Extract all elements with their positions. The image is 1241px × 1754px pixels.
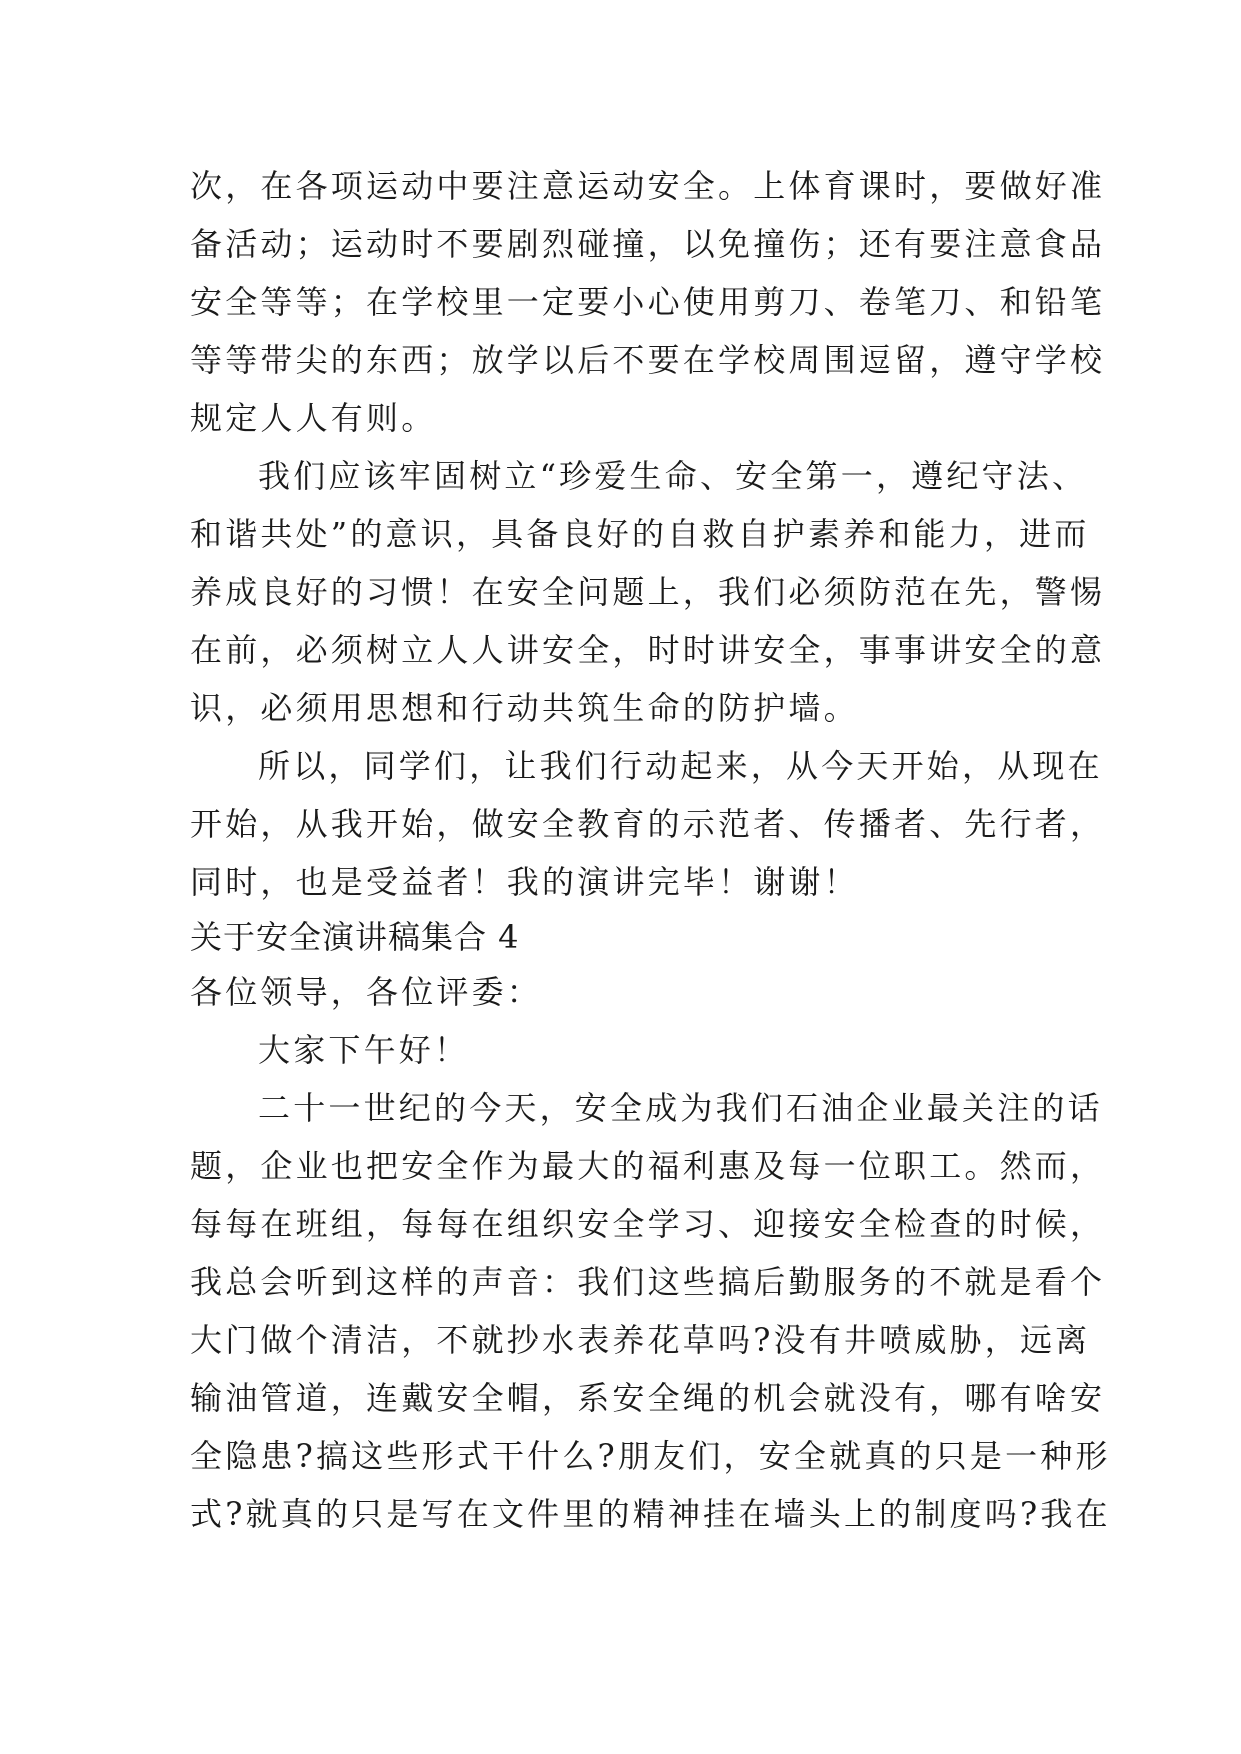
paragraph-start-line: 我们应该牢固树立“珍爱生命、安全第一，遵纪守法、 (258, 457, 1088, 495)
greeting-line: 大家下午好！ (258, 1031, 470, 1069)
body-text-line: 规定人人有则。 (190, 399, 437, 437)
paragraph-start-line: 二十一世纪的今天，安全成为我们石油企业最关注的话 (258, 1089, 1103, 1127)
body-text-line: 安全等等；在学校里一定要小心使用剪刀、卷笔刀、和铅笔 (190, 283, 1106, 321)
body-text-line: 次，在各项运动中要注意运动安全。上体育课时，要做好准 (190, 167, 1106, 205)
body-text-line: 养成良好的习惯！在安全问题上，我们必须防范在先，警惕 (190, 573, 1106, 611)
body-text-line: 和谐共处”的意识，具备良好的自救自护素养和能力，进而 (190, 515, 1090, 553)
salutation-line: 各位领导，各位评委： (190, 973, 543, 1011)
body-text-line: 式?就真的只是写在文件里的精神挂在墙头上的制度吗?我在 (190, 1495, 1111, 1533)
body-text-line: 我总会听到这样的声音：我们这些搞后勤服务的不就是看个 (190, 1263, 1106, 1301)
paragraph-start-line: 所以，同学们，让我们行动起来，从今天开始，从现在 (258, 747, 1103, 785)
body-text-line: 题，企业也把安全作为最大的福利惠及每一位职工。然而， (190, 1147, 1106, 1185)
body-text-line: 全隐患?搞这些形式干什么?朋友们，安全就真的只是一种形 (190, 1437, 1111, 1475)
body-text-line: 备活动；运动时不要剧烈碰撞，以免撞伤；还有要注意食品 (190, 225, 1106, 263)
body-text-line: 输油管道，连戴安全帽，系安全绳的机会就没有，哪有啥安 (190, 1379, 1106, 1417)
body-text-line: 识，必须用思想和行动共筑生命的防护墙。 (190, 689, 859, 727)
body-text-line: 开始，从我开始，做安全教育的示范者、传播者、先行者， (190, 805, 1106, 843)
body-text-line: 等等带尖的东西；放学以后不要在学校周围逗留，遵守学校 (190, 341, 1106, 379)
body-text-line: 同时，也是受益者！我的演讲完毕！谢谢！ (190, 863, 859, 901)
body-text-line: 大门做个清洁，不就抄水表养花草吗?没有井喷威胁，远离 (190, 1321, 1091, 1359)
body-text-line: 在前，必须树立人人讲安全，时时讲安全，事事讲安全的意 (190, 631, 1106, 669)
section-heading: 关于安全演讲稿集合 4 (190, 918, 520, 956)
body-text-line: 每每在班组，每每在组织安全学习、迎接安全检查的时候， (190, 1205, 1106, 1243)
